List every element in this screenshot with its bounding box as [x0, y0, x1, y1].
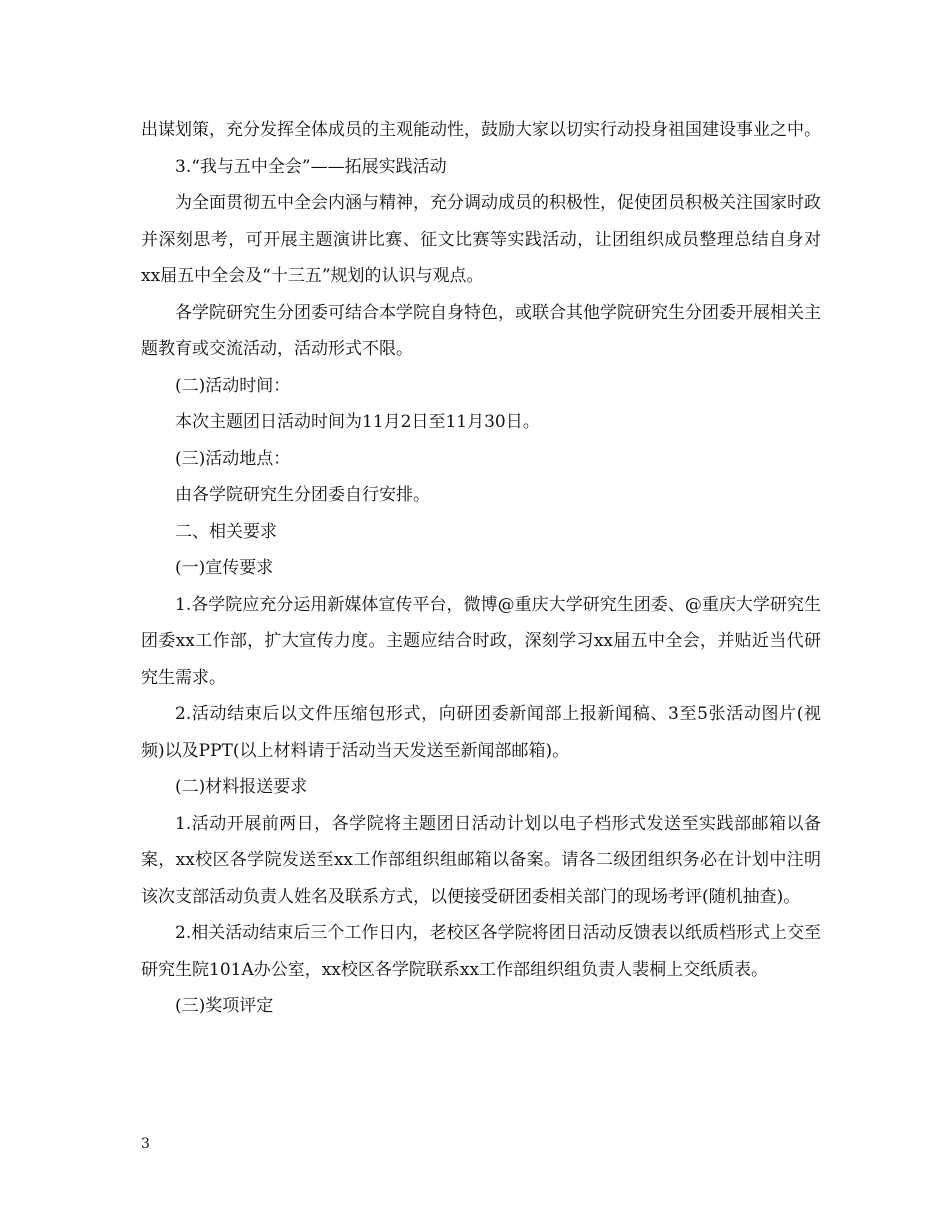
section-heading-activity-3: 3.“我与五中全会”——拓展实践活动: [175, 156, 447, 177]
paragraph-branch-activities: 各学院研究生分团委可结合本学院自身特色，或联合其他学院研究生分团委开展相关主题教育或交流活动，活动形式不限。: [141, 302, 821, 359]
paragraph-continuation: 出谋划策，充分发挥全体成员的主观能动性，鼓励大家以切实行动投身祖国建设事业之中。: [141, 120, 821, 140]
paragraph-materials-2: 2.相关活动结束后三个工作日内，老校区各学院将团日活动反馈表以纸质档形式上交至研究生院101A办公室，xx校区各学院联系xx工作部组织组负责人裴桐上交纸质表。: [141, 923, 821, 980]
paragraph-materials-1: 1.活动开展前两日，各学院将主题团日活动计划以电子档形式发送至实践部邮箱以备案，xx校区各学院发送至xx工作部组织组邮箱以备案。请各二级团组织务必在计划中注明该次支部活动负责人姓名及联系方式，以便接受研团委相关部门的现场考评(随机抽查)。: [141, 813, 821, 907]
paragraph-activity-location: 由各学院研究生分团委自行安排。: [175, 485, 430, 505]
subheading-activity-time: (二)活动时间：: [175, 375, 291, 396]
section-heading-requirements: 二、相关要求: [175, 521, 277, 542]
paragraph-publicity-1: 1.各学院应充分运用新媒体宣传平台，微博@重庆大学研究生团委、@重庆大学研究生团委xx工作部，扩大宣传力度。主题应结合时政，深刻学习xx届五中全会，并贴近当代研究生需求。: [141, 594, 821, 688]
paragraph-activity-description: 为全面贯彻五中全会内涵与精神，充分调动成员的积极性，促使团员积极关注国家时政并深刻思考，可开展主题演讲比赛、征文比赛等实践活动，让团组织成员整理总结自身对xx届五中全会及“十三五”规划的认识与观点。: [141, 193, 821, 286]
subheading-publicity: (一)宣传要求: [175, 558, 274, 578]
page-number: 3: [141, 1136, 150, 1152]
subheading-awards: (三)奖项评定: [175, 996, 274, 1016]
paragraph-publicity-2: 2.活动结束后以文件压缩包形式，向研团委新闻部上报新闻稿、3至5张活动图片(视频)以及PPT(以上材料请于活动当天发送至新闻部邮箱)。: [141, 704, 821, 761]
subheading-materials: (二)材料报送要求: [175, 777, 308, 797]
subheading-activity-location: (三)活动地点：: [175, 448, 291, 469]
paragraph-activity-time: 本次主题团日活动时间为11月2日至11月30日。: [175, 412, 540, 432]
document-body: [141, 112, 821, 1025]
